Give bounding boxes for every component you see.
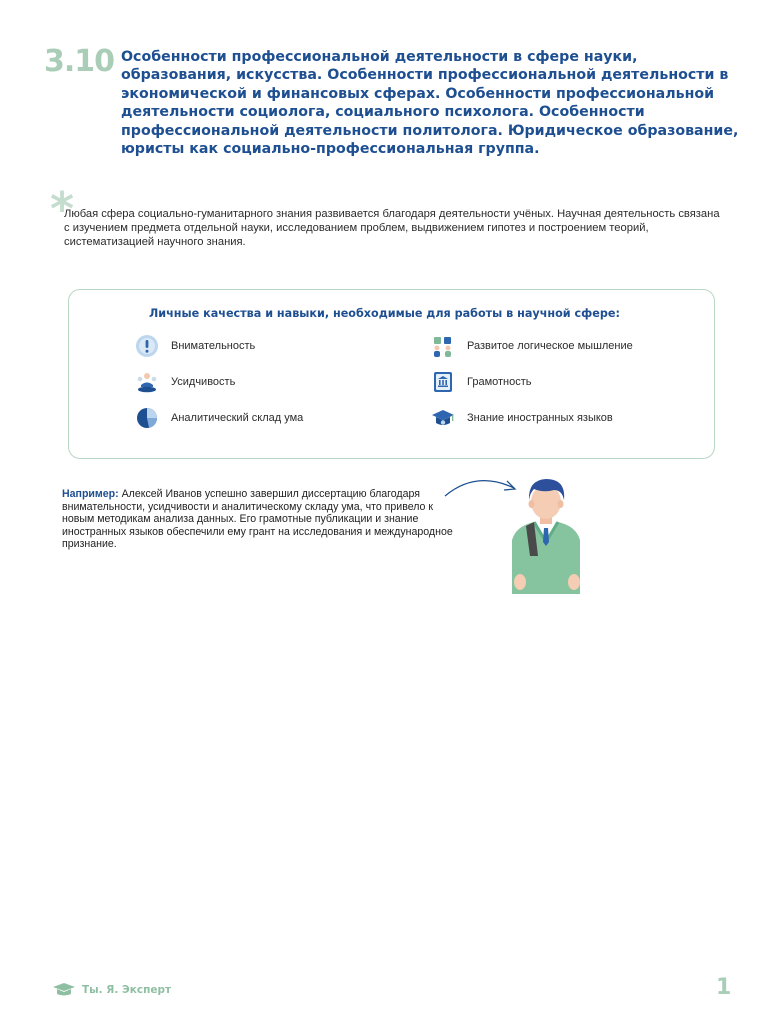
skill-label: Развитое логическое мышление: [467, 340, 633, 352]
example-paragraph: [62, 488, 457, 551]
skills-title: Личные качества и навыки, необходимые для работы в научной сфере:: [149, 307, 620, 320]
exclamation-icon: [135, 334, 159, 358]
section-title: Особенности профессиональной деятельности в сфере науки, образования, искусства. Особенности профессиональной деятельности в экономической и финансовых сферах. Особенности профессиональной деятельности социолога, социального психолога. Особенности профессиональной деятельности политолога. Юридическое образование, юристы как социально-профессиональная группа.: [121, 49, 739, 158]
section-number: 3.10: [44, 44, 115, 79]
meditation-icon: [135, 370, 159, 394]
skill-item: [135, 406, 303, 430]
page-number: 1: [716, 975, 732, 1000]
skill-label: Внимательность: [171, 340, 256, 352]
skill-item: [431, 334, 633, 358]
student-illustration: [496, 470, 596, 598]
skill-label: Грамотность: [467, 376, 532, 388]
puzzle-people-icon: [431, 334, 455, 358]
skill-label: Аналитический склад ума: [171, 412, 304, 424]
example-lead: Например:: [62, 488, 119, 500]
skills-box: [68, 289, 715, 459]
footer-logo: [52, 982, 171, 998]
graduation-cap-icon: [52, 982, 76, 998]
pie-chart-icon: [135, 406, 159, 430]
skill-label: Усидчивость: [171, 376, 236, 388]
skill-item: [431, 406, 613, 430]
skill-item: [135, 334, 255, 358]
footer-brand: Ты. Я. Эксперт: [82, 984, 172, 996]
example-text: Алексей Иванов успешно завершил диссертацию благодаря внимательности, усидчивости и аналитическому складу ума, что привело к новым методикам анализа данных. Его грамотные публикации и знание иностранных языков обеспечили ему грант на исследования и международное признание.: [62, 488, 453, 551]
skill-item: [135, 370, 235, 394]
library-book-icon: [431, 370, 455, 394]
asterisk-icon: *: [50, 182, 75, 236]
intro-paragraph: Любая сфера социально-гуманитарного знания развивается благодаря деятельности учёных. Научная деятельность связана с изучением предмета отдельной науки, исследованием проблем, выдвижением гипотез и построением теорий, систематизацией научного знания.: [64, 208, 720, 249]
graduation-cap-icon: [431, 406, 455, 430]
skill-label: Знание иностранных языков: [467, 412, 613, 424]
skill-item: [431, 370, 532, 394]
